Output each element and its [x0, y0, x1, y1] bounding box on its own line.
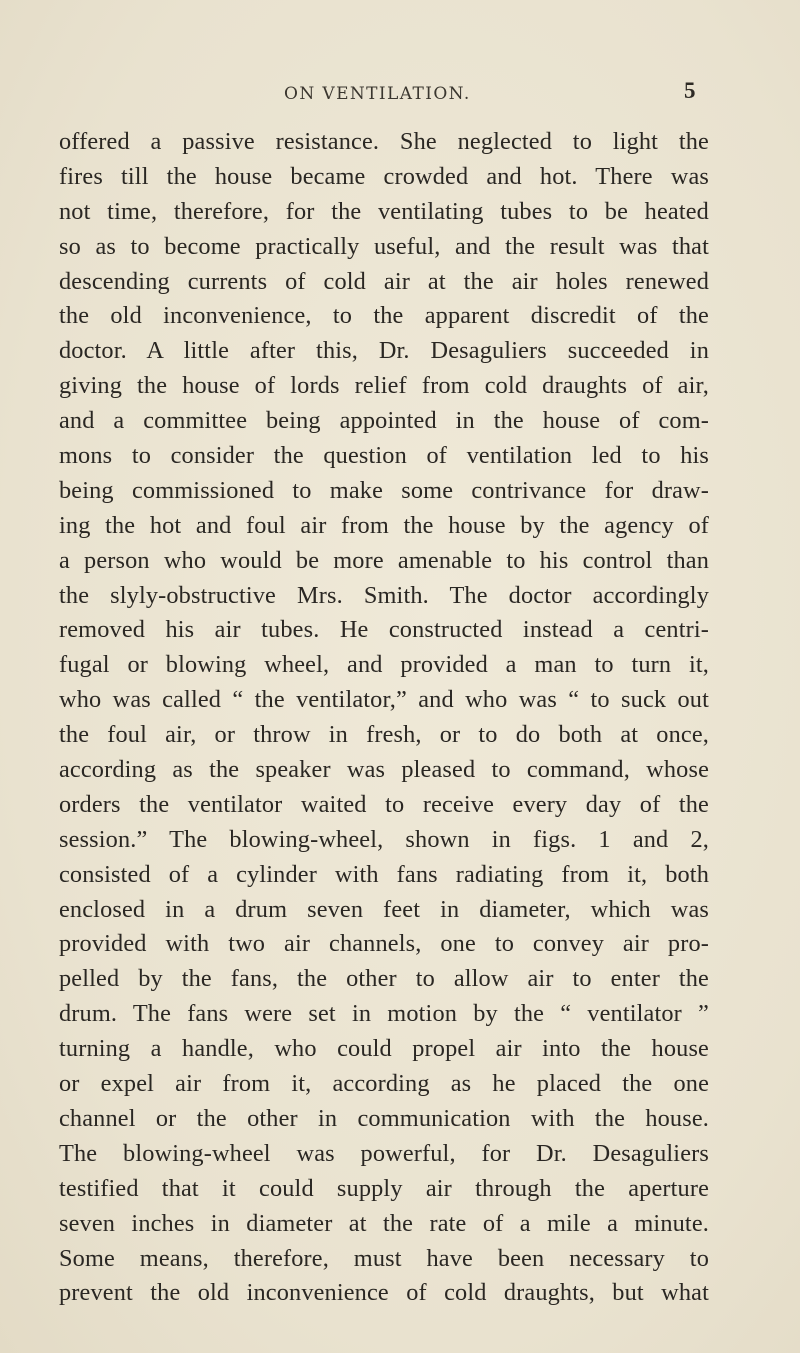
text-line: Some means, therefore, must have been necessary to	[59, 1244, 709, 1272]
text-line: provided with two air channels, one to convey air pro-	[59, 930, 709, 958]
text-line: so as to become practically useful, and the result was that	[59, 232, 709, 260]
text-line: session.” The blowing-wheel, shown in figs. 1 and 2,	[59, 825, 709, 853]
text-line: who was called “ the ventilator,” and who was “ to suck out	[59, 686, 709, 714]
text-line: removed his air tubes. He constructed instead a centri-	[59, 616, 709, 644]
text-line: consisted of a cylinder with fans radiating from it, both	[59, 860, 709, 888]
text-line: fires till the house became crowded and hot. There was	[59, 162, 709, 190]
text-line: mons to consider the question of ventilation led to his	[59, 442, 709, 470]
text-line: fugal or blowing wheel, and provided a man to turn it,	[59, 651, 709, 679]
text-line: enclosed in a drum seven feet in diameter, which was	[59, 895, 709, 923]
page-number: 5	[684, 78, 696, 103]
text-line: being commissioned to make some contrivance for draw-	[59, 476, 709, 504]
text-line: drum. The fans were set in motion by the “ ventilator ”	[59, 1000, 709, 1028]
text-line: the foul air, or throw in fresh, or to do both at once,	[59, 721, 709, 749]
text-line: according as the speaker was pleased to command, whose	[59, 756, 709, 784]
text-line: turning a handle, who could propel air into the house	[59, 1035, 709, 1063]
running-title: ON VENTILATION.	[284, 84, 471, 104]
text-line: seven inches in diameter at the rate of a mile a minute.	[59, 1209, 709, 1237]
text-line: or expel air from it, according as he placed the one	[59, 1070, 709, 1098]
text-line: and a committee being appointed in the house of com-	[59, 407, 709, 435]
text-line: giving the house of lords relief from cold draughts of air,	[59, 372, 709, 400]
text-line: descending currents of cold air at the air holes renewed	[59, 267, 709, 295]
text-line: The blowing-wheel was powerful, for Dr. Desaguliers	[59, 1139, 709, 1167]
text-line: the slyly-obstructive Mrs. Smith. The doctor accordingly	[59, 581, 709, 609]
text-line: testified that it could supply air through the aperture	[59, 1174, 709, 1202]
text-line: offered a passive resistance. She neglected to light the	[59, 128, 709, 155]
body-paragraph	[59, 125, 709, 1311]
text-line: a person who would be more amenable to his control than	[59, 546, 709, 574]
text-line: prevent the old inconvenience of cold draughts, but what	[59, 1279, 709, 1307]
text-line: not time, therefore, for the ventilating tubes to be heated	[59, 197, 709, 225]
page-header	[0, 78, 800, 108]
text-line: orders the ventilator waited to receive every day of the	[59, 790, 709, 818]
text-line: ing the hot and foul air from the house by the agency of	[59, 511, 709, 539]
text-line: doctor. A little after this, Dr. Desaguliers succeeded in	[59, 337, 709, 365]
text-line: pelled by the fans, the other to allow air to enter the	[59, 965, 709, 993]
text-line: channel or the other in communication with the house.	[59, 1104, 709, 1132]
text-line: the old inconvenience, to the apparent discredit of the	[59, 302, 709, 330]
